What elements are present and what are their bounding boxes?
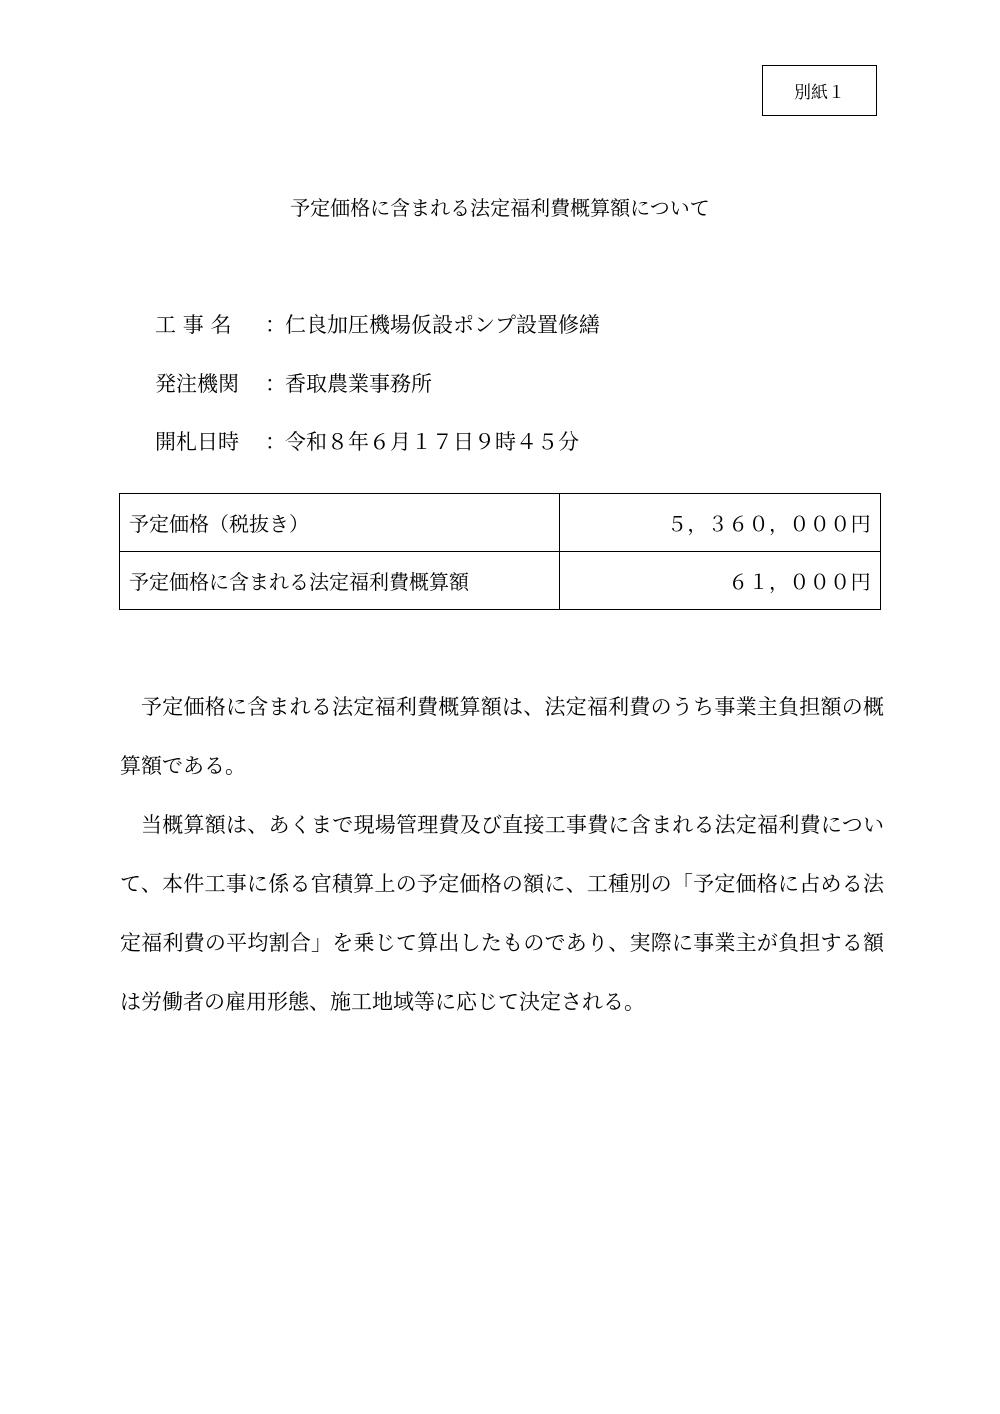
info-colon: ：: [265, 430, 286, 454]
info-value-project-name: 仁良加圧機場仮設ポンプ設置修繕: [285, 313, 600, 337]
paragraph: 予定価格に含まれる法定福利費概算額は、法定福利費のうち事業主負担額の概算額である。: [120, 695, 884, 778]
info-value-ordering-agency: 香取農業事務所: [285, 372, 432, 396]
paragraph: 当概算額は、あくまで現場管理費及び直接工事費に含まれる法定福利費について、本件工事に係る官積算上の予定価格の額に、工種別の「予定価格に占める法定福利費の平均割合」を乗じて算出したものであり、実際に事業主が負担する額は労働者の雇用形態、施工地域等に応じて決定される。: [120, 813, 884, 1014]
table-cell-amount: ６１，０００円: [560, 552, 881, 610]
info-row-bid-opening-datetime: [155, 427, 775, 457]
info-value-bid-opening-datetime: 令和８年６月１７日９時４５分: [285, 430, 579, 454]
table-cell-item: 予定価格に含まれる法定福利費概算額: [120, 552, 560, 610]
body-text: [120, 678, 884, 1032]
info-label-project-name: 工事名: [155, 313, 239, 337]
document-title: 予定価格に含まれる法定福利費概算額について: [290, 196, 710, 220]
attachment-label: 別紙１: [762, 65, 877, 116]
info-colon: ：: [265, 372, 286, 396]
price-table: [119, 493, 881, 610]
info-row-project-name: [155, 310, 775, 340]
info-label-ordering-agency: 発注機関: [155, 372, 239, 396]
info-colon: ：: [265, 313, 286, 337]
table-cell-amount: ５，３６０，０００円: [560, 494, 881, 552]
info-row-ordering-agency: [155, 369, 775, 399]
table-cell-item: 予定価格（税抜き）: [120, 494, 560, 552]
info-label-bid-opening-datetime: 開札日時: [155, 430, 239, 454]
table-row: [120, 552, 881, 610]
table-row: [120, 494, 881, 552]
